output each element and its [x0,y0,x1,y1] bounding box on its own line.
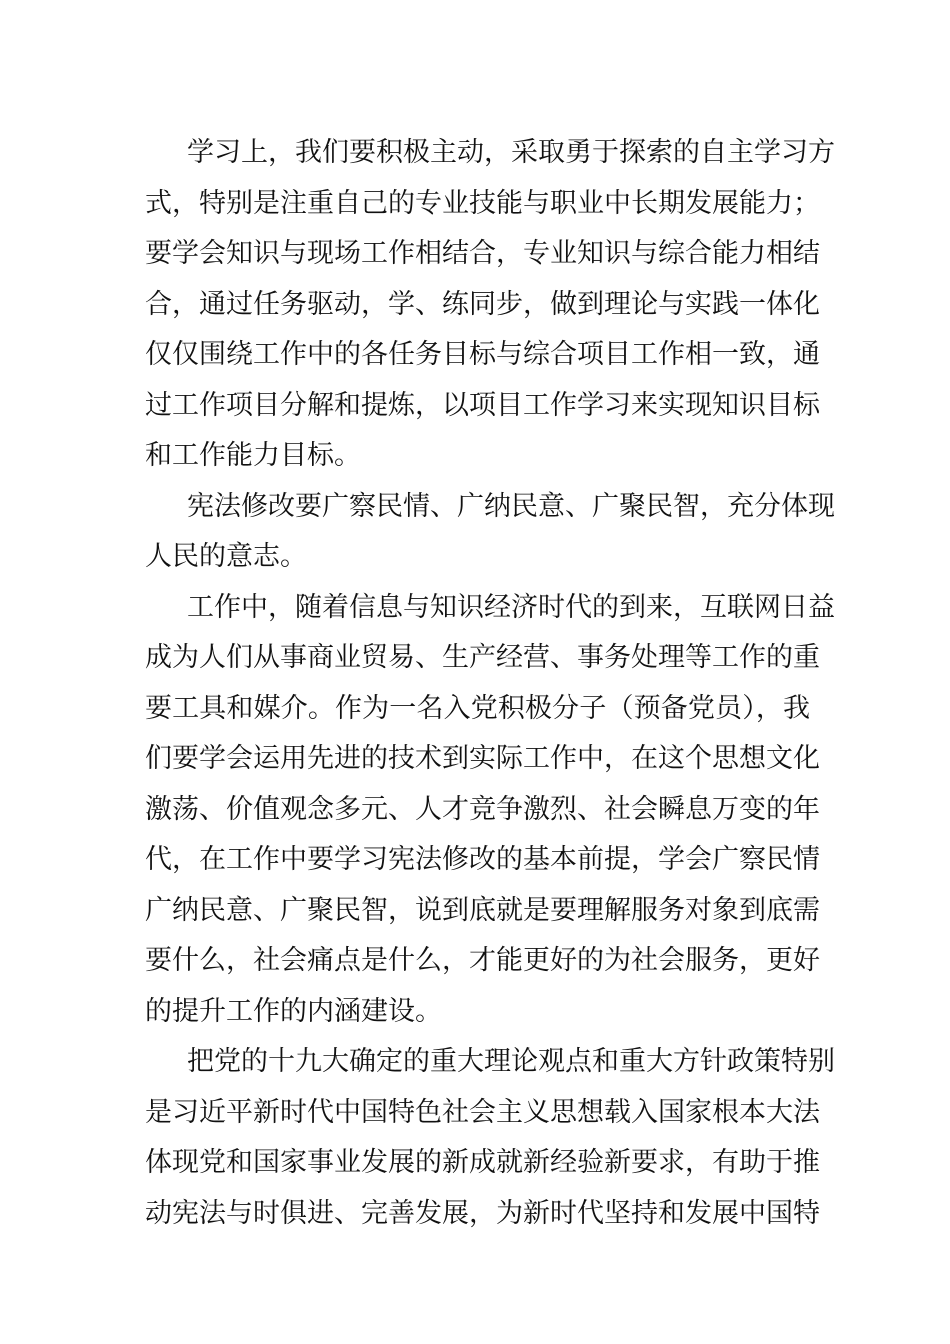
paragraph-3-line-1: 工作中，随着信息与知识经济时代的到来，互联网日益 [187,591,835,623]
paragraph-4-line-2: 是习近平新时代中国特色社会主义思想载入国家根本大法 [145,1096,820,1128]
paragraph-3-line-2: 成为人们从事商业贸易、生产经营、事务处理等工作的重 [145,642,820,673]
paragraph-3-line-4: 们要学会运用先进的技术到实际工作中，在这个思想文化 [145,743,820,774]
paragraph-3-line-9: 的提升工作的内涵建设。 [145,995,442,1027]
paragraph-3-line-7: 广纳民意、广聚民智，说到底就是要理解服务对象到底需 [145,894,820,926]
paragraph-3-line-3: 要工具和媒介。作为一名入党积极分子（预备党员），我 [145,692,810,724]
paragraph-1-line-7: 和工作能力目标。 [145,440,361,471]
paragraph-1-line-3: 要学会知识与现场工作相结合，专业知识与综合能力相结 [145,238,820,269]
paragraph-3-line-8: 要什么，社会痛点是什么，才能更好的为社会服务，更好 [145,945,820,976]
paragraph-1-line-5: 仅仅围绕工作中的各任务目标与综合项目工作相一致，通 [145,339,820,370]
document-body [145,128,835,1239]
paragraph-1-line-1: 学习上，我们要积极主动，采取勇于探索的自主学习方 [187,137,835,168]
paragraph-4-line-4: 动宪法与时俱进、完善发展，为新时代坚持和发展中国特 [145,1197,820,1229]
paragraph-3-line-6: 代，在工作中要学习宪法修改的基本前提，学会广察民情 [145,844,820,875]
paragraph-4-line-1: 把党的十九大确定的重大理论观点和重大方针政策特别 [187,1046,835,1077]
paragraph-1-line-6: 过工作项目分解和提炼，以项目工作学习来实现知识目标 [145,389,820,421]
paragraph-4-line-3: 体现党和国家事业发展的新成就新经验新要求，有助于推 [145,1147,820,1178]
paragraph-1-line-4: 合，通过任务驱动，学、练同步，做到理论与实践一体化 [145,288,820,320]
paragraph-3-line-5: 激荡、价值观念多元、人才竞争激烈、社会瞬息万变的年 [145,793,820,825]
paragraph-2-line-2: 人民的意志。 [145,541,307,572]
paragraph-2-line-1: 宪法修改要广察民情、广纳民意、广聚民智，充分体现 [187,490,835,522]
paragraph-1-line-2: 式，特别是注重自己的专业技能与职业中长期发展能力； [145,187,820,219]
